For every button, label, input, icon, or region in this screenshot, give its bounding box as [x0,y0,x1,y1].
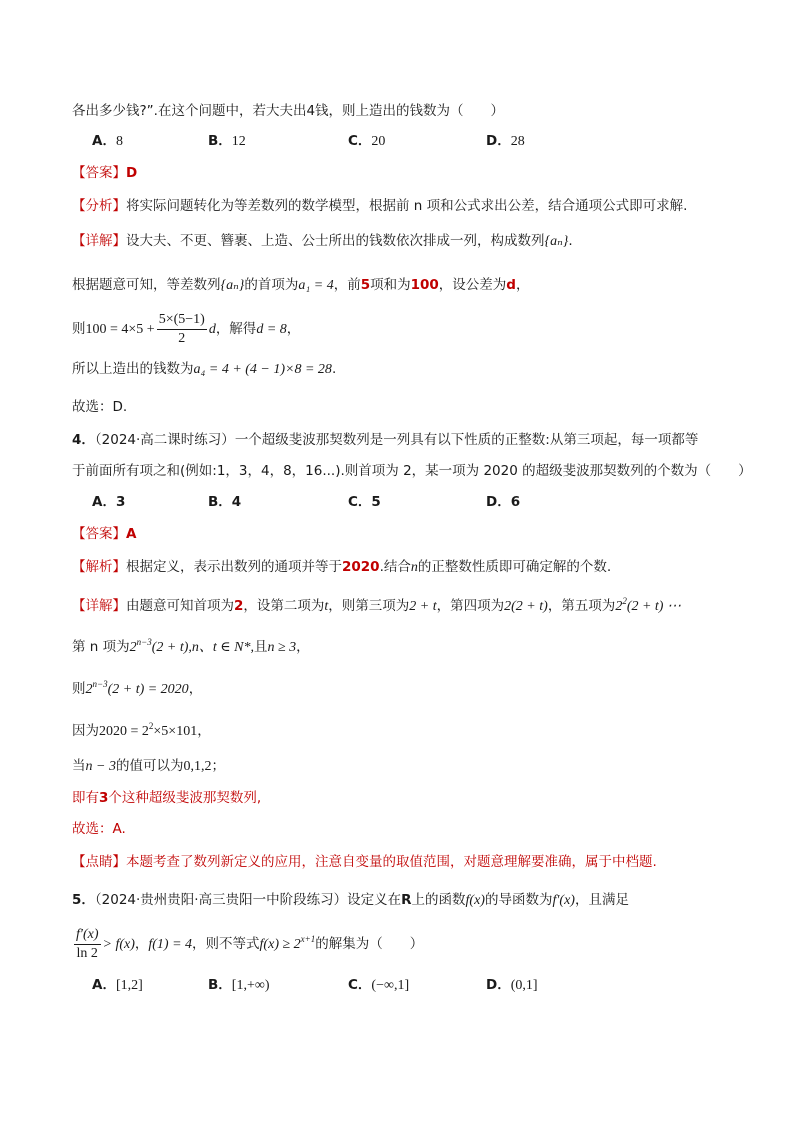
q4-stem-1: 4．（2024·高二课时练习）一个超级斐波那契数列是一列具有以下性质的正整数:从第三项起，每一项都等 [72,432,699,448]
q4-answer: 【答案】A [72,526,137,542]
q3-choice-b[interactable]: B．12 [208,133,246,149]
q5-choice-b[interactable]: B．[1,+∞) [208,977,270,993]
q4-detail-2: 第 n 项为$2^{n-3}(2 + t),n$、t ∈ N*,且n ≥ 3， [72,637,310,655]
q5-choice-c[interactable]: C．(−∞,1] [348,977,410,993]
q3-answer [72,163,137,183]
q4-conclusion: 故选：A. [72,821,126,837]
q4-comment: 【点睛】本题考查了数列新定义的应用，注意自变量的取值范围，对题意理解要准确，属于中档题. [72,854,657,870]
answer-value: D [126,165,138,181]
q4-detail-1: 【详解】由题意可知首项为2，设第二项为t，则第三项为2 + t，第四项为2(2 + t)，第五项为$2^2(2 + t)$ ⋯ [72,596,681,614]
q4-detail-4: 因为$2020 = 2^2\times 5\times 101$， [72,721,211,739]
q3-detail-2: 根据题意可知，等差数列{aₙ}的首项为a₁ = 4，前5项和为100，设公差为d， [72,277,530,293]
q3-stem-tail: 各出多少钱?”.在这个问题中，若大夫出4钱，则上造出的钱数为（ ） [72,103,505,119]
q4-choice-b[interactable]: B．4 [208,494,242,510]
q4-stem-2: 于前面所有项之和(例如:1，3，4，8，16...).则首项为 2，某一项为 2020 的超级斐波那契数列的个数为（ ） [72,463,752,479]
q4-choice-a[interactable]: A．3 [92,494,126,510]
q4-choice-c[interactable]: C．5 [348,494,381,510]
q3-choice-c[interactable]: C．20 [348,133,386,149]
q4-detail-3: 则$2^{n-3}(2 + t) = 2020$， [72,679,203,697]
q3-detail-1: 【详解】设大夫、不更、簪裹、上造、公士所出的钱数依次排成一列，构成数列{aₙ}. [72,233,573,249]
q4-detail-6: 即有3个这种超级斐波那契数列, [72,790,262,806]
q4-analysis: 【解析】根据定义，表示出数列的通项并等于2020.结合n的正整数性质即可确定解的个数. [72,559,612,575]
question-source: （2024·高二课时练习） [94,432,235,448]
q3-choice-a[interactable]: A．8 [92,133,123,149]
q5-choice-d[interactable]: D．(0,1] [486,977,538,993]
answer-tag: 【答案】 [72,165,126,181]
detail-tag: 【详解】 [72,233,126,249]
q4-detail-5: 当n − 3的值可以为0,1,2； [72,758,225,774]
question-number: 4． [72,432,95,448]
q3-detail-3: 则100 = 4×5 + $\frac{5\times(5-1)}{2}$ d，解得d = 8， [72,311,301,346]
q5-choice-a[interactable]: A．[1,2] [92,977,143,993]
q3-detail-4: 所以上造出的钱数为a₄ = 4 + (4 − 1)×8 = 28. [72,361,337,377]
q3-conclusion: 故选：D. [72,399,128,415]
q3-analysis: 【分析】将实际问题转化为等差数列的数学模型，根据前 n 项和公式求出公差，结合通项公式即可求解. [72,198,688,214]
fraction: $\frac{5\times(5-1)}{2}$ [158,311,205,346]
q3-choice-d[interactable]: D．28 [486,133,525,149]
q4-choice-d[interactable]: D．6 [486,494,521,510]
analysis-tag: 【分析】 [72,198,126,214]
q5-stem-2: $\frac{f'(x)}{\ln 2}$ > f(x)，f(1) = 4，则不等式$f(x) \ge 2^{x+1}$的解集为（ ） [76,926,424,961]
fraction: $\frac{f'(x)}{\ln 2}$ [76,926,99,961]
q5-stem-1: 5．（2024·贵州贵阳·高三贵阳一中阶段练习）设定义在R上的函数f(x)的导函数为f′(x)，且满足 [72,892,629,908]
